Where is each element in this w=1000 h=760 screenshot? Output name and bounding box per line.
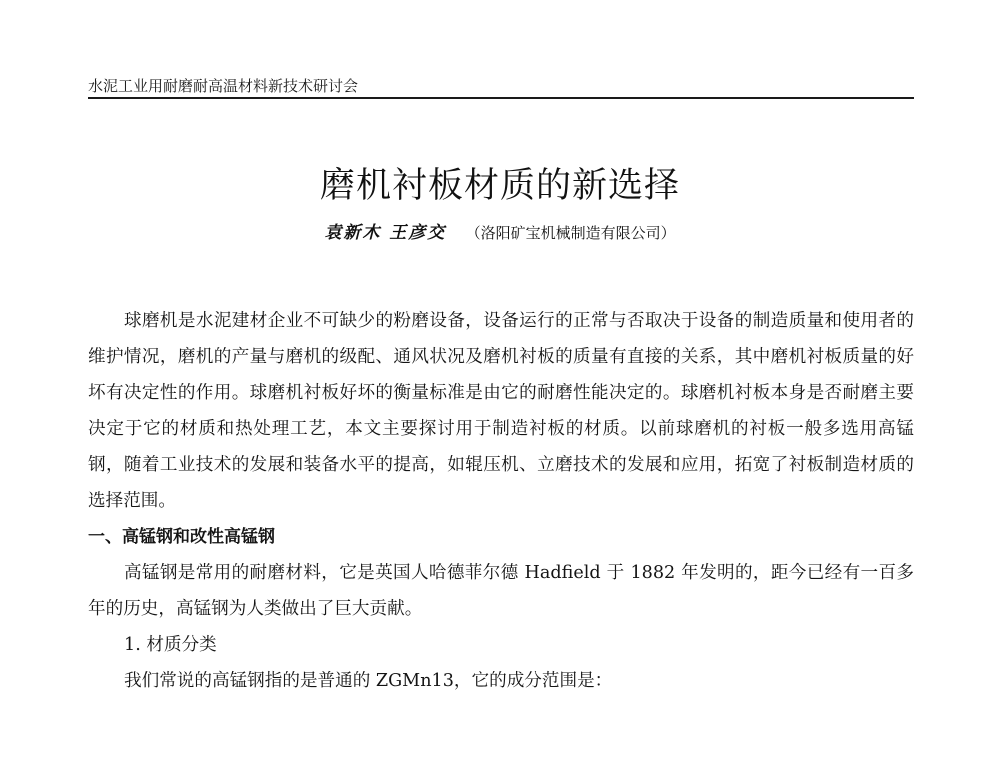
section-paragraph: 高锰钢是常用的耐磨材料，它是英国人哈德菲尔德 Hadfield 于 1882 年发明的，距今已经有一百多年的历史，高锰钢为人类做出了巨大贡献。	[88, 563, 914, 619]
subsection-heading: 1. 材质分类	[124, 635, 217, 655]
intro-paragraph: 球磨机是水泥建材企业不可缺少的粉磨设备，设备运行的正常与否取决于设备的制造质量和使用者的维护情况，磨机的产量与磨机的级配、通风状况及磨机衬板的质量有直接的关系，其中磨机衬板质量的好坏有决定性的作用。球磨机衬板好坏的衡量标准是由它的耐磨性能决定的。球磨机衬板本身是否耐磨主要决定于它的材质和热处理工艺，本文主要探讨用于制造衬板的材质。以前球磨机的衬板一般多选用高锰钢，随着工业技术的发展和装备水平的提高，如辊压机、立磨技术的发展和应用，拓宽了衬板制造材质的选择范围。	[88, 311, 914, 511]
section-heading: 一、高锰钢和改性高锰钢	[88, 527, 275, 547]
subsection-paragraph: 我们常说的高锰钢指的是普通的 ZGMn13，它的成分范围是：	[124, 671, 613, 691]
header-rule	[88, 97, 914, 99]
affiliation: （洛阳矿宝机械制造有限公司）	[465, 224, 676, 242]
authors: 袁新木 王彦交	[324, 223, 447, 243]
byline	[0, 220, 1000, 246]
running-header: 水泥工业用耐磨耐高温材料新技术研讨会	[88, 77, 359, 95]
article-title: 磨机衬板材质的新选择	[319, 166, 680, 206]
article-body	[88, 303, 914, 699]
